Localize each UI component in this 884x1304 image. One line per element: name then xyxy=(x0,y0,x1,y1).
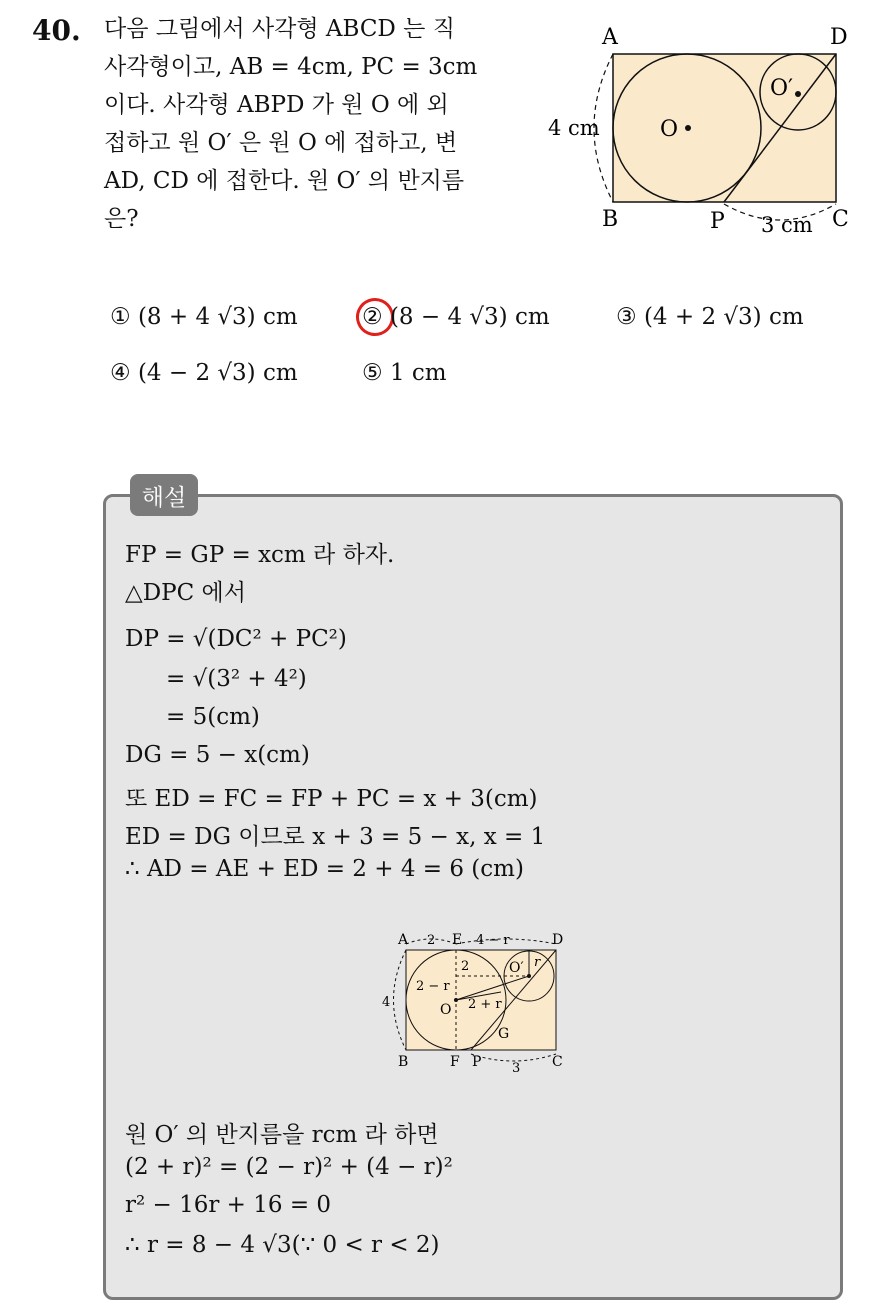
sol-label-o: O xyxy=(440,1002,452,1018)
sol-label-c: C xyxy=(552,1054,563,1070)
solution-line-9: ∴ AD = AE + ED = 2 + 4 = 6 (cm) xyxy=(125,856,524,882)
solution-line-6: DG = 5 − x(cm) xyxy=(125,742,310,768)
question-line-5: AD, CD 에 접한다. 원 O′ 의 반지름 xyxy=(104,168,465,194)
choice-5-num: ⑤ xyxy=(362,360,383,386)
choice-4[interactable] xyxy=(110,360,298,386)
solution-line-1: FP = GP = xcm 라 하자. xyxy=(125,542,395,568)
choice-1-num: ① xyxy=(110,304,131,330)
question-line-6: 은? xyxy=(104,206,139,232)
sol-label-o-prime: O′ xyxy=(509,960,524,976)
label-4cm: 4 cm xyxy=(548,116,600,140)
label-o: O xyxy=(660,117,679,142)
choice-3[interactable] xyxy=(616,304,804,330)
sol-center-o xyxy=(454,998,458,1002)
solution-line-8: ED = DG 이므로 x + 3 = 5 − x, x = 1 xyxy=(125,824,546,850)
center-o xyxy=(685,125,691,131)
sol-label-two-plus-r: 2 + r xyxy=(468,997,502,1012)
label-3cm: 3 cm xyxy=(761,213,813,237)
choice-5-text: 1 cm xyxy=(389,360,447,386)
solution-line-12: r² − 16r + 16 = 0 xyxy=(125,1192,332,1218)
sol-label-a: A xyxy=(398,932,409,948)
solution-line-13: ∴ r = 8 − 4 √3(∵ 0 < r < 2) xyxy=(125,1232,440,1258)
question-number: 40. xyxy=(32,14,81,47)
label-o-prime: O′ xyxy=(770,76,794,101)
sol-label-two-minus-r: 2 − r xyxy=(416,979,450,994)
choice-1[interactable] xyxy=(110,304,298,330)
question-line-2: 사각형이고, AB = 4cm, PC = 3cm xyxy=(104,54,478,80)
question-line-4: 접하고 원 O′ 은 원 O 에 접하고, 변 xyxy=(104,130,458,156)
choice-1-text: (8 + 4 √3) cm xyxy=(137,304,298,330)
choice-2[interactable] xyxy=(362,304,550,330)
label-d: D xyxy=(830,25,848,50)
solution-line-11: (2 + r)² = (2 − r)² + (4 − r)² xyxy=(125,1154,453,1180)
label-a: A xyxy=(602,25,618,50)
solution-line-7: 또 ED = FC = FP + PC = x + 3(cm) xyxy=(125,786,538,812)
solution-figure xyxy=(376,926,576,1076)
label-p: P xyxy=(710,209,725,234)
choice-3-text: (4 + 2 √3) cm xyxy=(643,304,804,330)
question-line-1: 다음 그림에서 사각형 ABCD 는 직 xyxy=(104,16,455,42)
sol-label-p: P xyxy=(472,1054,482,1070)
solution-line-2: △DPC 에서 xyxy=(125,580,246,606)
sol-label-g: G xyxy=(498,1026,510,1042)
solution-line-4: = √(3² + 4²) xyxy=(166,666,307,692)
choice-2-num: ② xyxy=(362,304,383,330)
sol-label-left-4: 4 xyxy=(382,995,391,1010)
choice-2-text: (8 − 4 √3) cm xyxy=(389,304,550,330)
question-line-3: 이다. 사각형 ABPD 가 원 O 에 외 xyxy=(104,92,449,118)
sol-label-top-2: 2 xyxy=(427,933,436,948)
sol-label-e: E xyxy=(452,932,463,948)
solution-line-10: 원 O′ 의 반지름을 rcm 라 하면 xyxy=(125,1122,439,1148)
sol-label-d: D xyxy=(552,932,564,948)
label-c: C xyxy=(832,207,849,232)
sol-label-b: B xyxy=(398,1054,409,1070)
choice-4-num: ④ xyxy=(110,360,131,386)
sol-label-f: F xyxy=(450,1054,460,1070)
question-figure xyxy=(540,18,860,243)
rectangle-abcd xyxy=(613,54,836,202)
sol-arc-ab xyxy=(394,950,407,1050)
sol-label-r: r xyxy=(534,955,541,970)
choice-5[interactable] xyxy=(362,360,447,386)
sol-arc-pc xyxy=(471,1054,556,1061)
solution-line-3: DP = √(DC² + PC²) xyxy=(125,626,347,652)
sol-label-three: 3 xyxy=(512,1061,521,1076)
solution-line-5: = 5(cm) xyxy=(166,704,260,730)
label-b: B xyxy=(602,207,619,232)
choice-4-text: (4 − 2 √3) cm xyxy=(137,360,298,386)
solution-tag: 해설 xyxy=(130,474,198,516)
center-o-prime xyxy=(795,91,801,97)
sol-label-two: 2 xyxy=(461,959,470,974)
sol-label-top-4r: 4 − r xyxy=(476,933,510,948)
sol-center-o-prime xyxy=(527,974,531,978)
choice-3-num: ③ xyxy=(616,304,637,330)
